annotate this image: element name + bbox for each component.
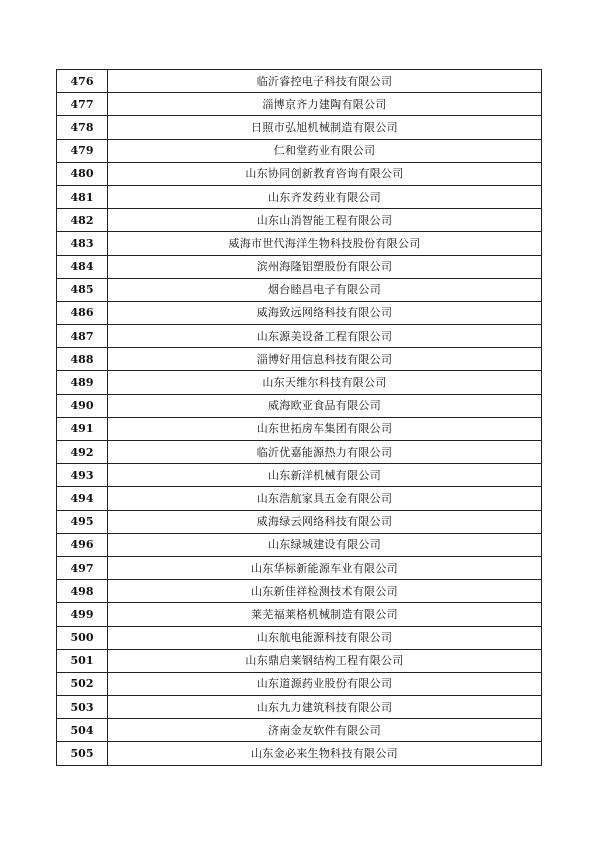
table-row (57, 348, 542, 371)
row-number: 489 (57, 371, 108, 394)
row-number: 498 (57, 580, 108, 603)
table-row (57, 580, 542, 603)
table-row (57, 487, 542, 510)
company-name: 烟台睦昌电子有限公司 (108, 278, 542, 301)
table-row (57, 255, 542, 278)
company-name: 山东浩航家具五金有限公司 (108, 487, 542, 510)
company-name: 山东华标新能源车业有限公司 (108, 556, 542, 579)
table-row (57, 533, 542, 556)
company-name: 山东世拓房车集团有限公司 (108, 417, 542, 440)
company-name: 山东天维尔科技有限公司 (108, 371, 542, 394)
row-number: 493 (57, 464, 108, 487)
row-number: 488 (57, 348, 108, 371)
company-name: 山东航电能源科技有限公司 (108, 626, 542, 649)
row-number: 495 (57, 510, 108, 533)
table-row (57, 417, 542, 440)
table-row (57, 93, 542, 116)
row-number: 483 (57, 232, 108, 255)
company-name: 济南金友软件有限公司 (108, 719, 542, 742)
row-number: 497 (57, 556, 108, 579)
company-name: 莱芜福莱格机械制造有限公司 (108, 603, 542, 626)
row-number: 485 (57, 278, 108, 301)
table-row (57, 209, 542, 232)
row-number: 482 (57, 209, 108, 232)
company-name: 淄博京齐力建陶有限公司 (108, 93, 542, 116)
company-name: 威海绿云网络科技有限公司 (108, 510, 542, 533)
table-row (57, 649, 542, 672)
table-row (57, 719, 542, 742)
table-row (57, 556, 542, 579)
row-number: 500 (57, 626, 108, 649)
company-name: 山东道源药业股份有限公司 (108, 672, 542, 695)
table-row (57, 232, 542, 255)
company-name: 临沂睿控电子科技有限公司 (108, 70, 542, 93)
table-row (57, 464, 542, 487)
table-row (57, 185, 542, 208)
row-number: 505 (57, 742, 108, 765)
company-name: 山东新洋机械有限公司 (108, 464, 542, 487)
row-number: 484 (57, 255, 108, 278)
company-name: 临沂优嘉能源热力有限公司 (108, 441, 542, 464)
row-number: 487 (57, 325, 108, 348)
row-number: 504 (57, 719, 108, 742)
table-row (57, 70, 542, 93)
company-name: 淄博好用信息科技有限公司 (108, 348, 542, 371)
row-number: 492 (57, 441, 108, 464)
table-row (57, 626, 542, 649)
company-name: 山东齐发药业有限公司 (108, 185, 542, 208)
row-number: 477 (57, 93, 108, 116)
company-name: 山东协同创新教育咨询有限公司 (108, 162, 542, 185)
table-row (57, 441, 542, 464)
row-number: 478 (57, 116, 108, 139)
company-list-table (56, 69, 542, 766)
company-name: 山东新佳祥检测技术有限公司 (108, 580, 542, 603)
table-row (57, 301, 542, 324)
table-row (57, 603, 542, 626)
table-row (57, 139, 542, 162)
company-name: 山东源美设备工程有限公司 (108, 325, 542, 348)
table-row (57, 394, 542, 417)
company-name: 山东山消智能工程有限公司 (108, 209, 542, 232)
row-number: 494 (57, 487, 108, 510)
table-row (57, 325, 542, 348)
company-name: 山东九力建筑科技有限公司 (108, 696, 542, 719)
company-name: 滨州海隆铝塑股份有限公司 (108, 255, 542, 278)
company-name: 山东鼎启莱钢结构工程有限公司 (108, 649, 542, 672)
table-row (57, 742, 542, 765)
table-row (57, 162, 542, 185)
company-name: 日照市弘旭机械制造有限公司 (108, 116, 542, 139)
table-row (57, 371, 542, 394)
table-row (57, 672, 542, 695)
table-row (57, 278, 542, 301)
table-row (57, 510, 542, 533)
company-name: 威海欧亚食品有限公司 (108, 394, 542, 417)
company-name: 山东金必来生物科技有限公司 (108, 742, 542, 765)
row-number: 481 (57, 185, 108, 208)
company-name: 山东绿城建设有限公司 (108, 533, 542, 556)
table-row (57, 116, 542, 139)
row-number: 499 (57, 603, 108, 626)
row-number: 502 (57, 672, 108, 695)
row-number: 490 (57, 394, 108, 417)
company-name: 仁和堂药业有限公司 (108, 139, 542, 162)
row-number: 476 (57, 70, 108, 93)
row-number: 496 (57, 533, 108, 556)
row-number: 480 (57, 162, 108, 185)
row-number: 491 (57, 417, 108, 440)
table-row (57, 696, 542, 719)
row-number: 486 (57, 301, 108, 324)
company-name: 威海致远网络科技有限公司 (108, 301, 542, 324)
company-name: 威海市世代海洋生物科技股份有限公司 (108, 232, 542, 255)
row-number: 479 (57, 139, 108, 162)
table-body (57, 70, 542, 766)
row-number: 503 (57, 696, 108, 719)
row-number: 501 (57, 649, 108, 672)
